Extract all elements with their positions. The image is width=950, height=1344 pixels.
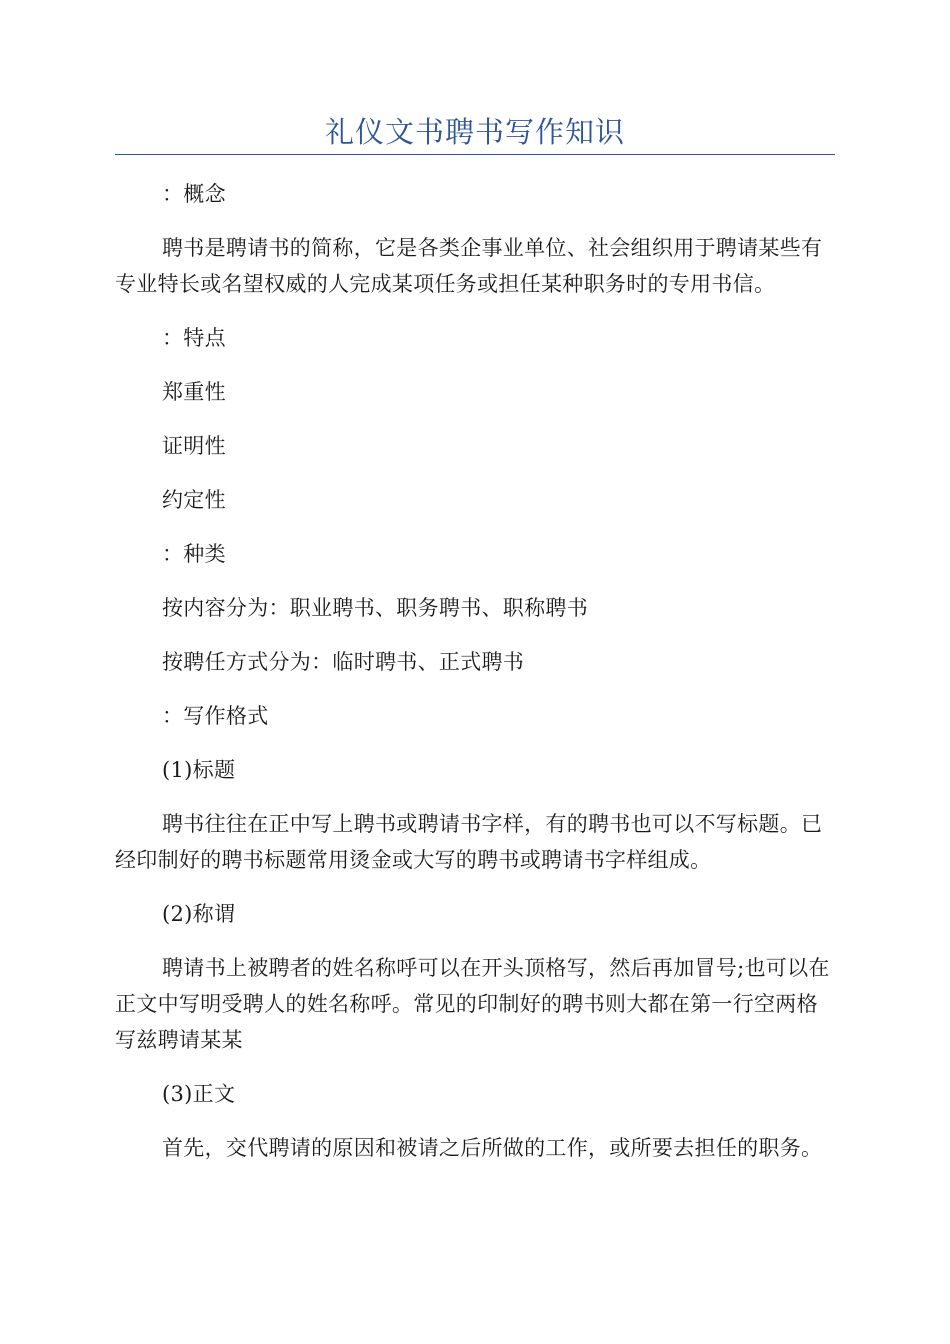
title-underline	[115, 154, 835, 155]
subheading-title: (1)标题	[162, 758, 236, 782]
subheading-salutation: (2)称谓	[162, 902, 236, 926]
feature-item: 郑重性	[162, 380, 226, 404]
paragraph-body-desc: 首先，交代聘请的原因和被请之后所做的工作，或所要去担任的职务。	[162, 1136, 823, 1160]
type-by-content: 按内容分为：职业聘书、职务聘书、职称聘书	[162, 596, 588, 620]
feature-item: 约定性	[162, 488, 226, 512]
paragraph-salutation-desc: 聘请书上被聘者的姓名称呼可以在开头顶格写，然后再加冒号;也可以在正文中写明受聘人的姓名称呼。常见的印制好的聘书则大都在第一行空两格写兹聘请某某	[115, 956, 830, 1052]
section-heading-types: ：种类	[162, 542, 226, 566]
paragraph-title-desc: 聘书往往在正中写上聘书或聘请书字样，有的聘书也可以不写标题。已经印制好的聘书标题常用烫金或大写的聘书或聘请书字样组成。	[115, 812, 823, 872]
type-by-method: 按聘任方式分为：临时聘书、正式聘书	[162, 650, 525, 674]
section-heading-format: ：写作格式	[162, 704, 269, 728]
document-title: 礼仪文书聘书写作知识	[324, 115, 625, 149]
paragraph-definition: 聘书是聘请书的简称，它是各类企事业单位、社会组织用于聘请某些有专业特长或名望权威的人完成某项任务或担任某种职务时的专用书信。	[115, 236, 823, 296]
subheading-body: (3)正文	[162, 1082, 236, 1106]
section-heading-features: ：特点	[162, 326, 226, 350]
document-body	[115, 176, 835, 1184]
feature-item: 证明性	[162, 434, 226, 458]
section-heading-concept: ：概念	[162, 182, 226, 206]
